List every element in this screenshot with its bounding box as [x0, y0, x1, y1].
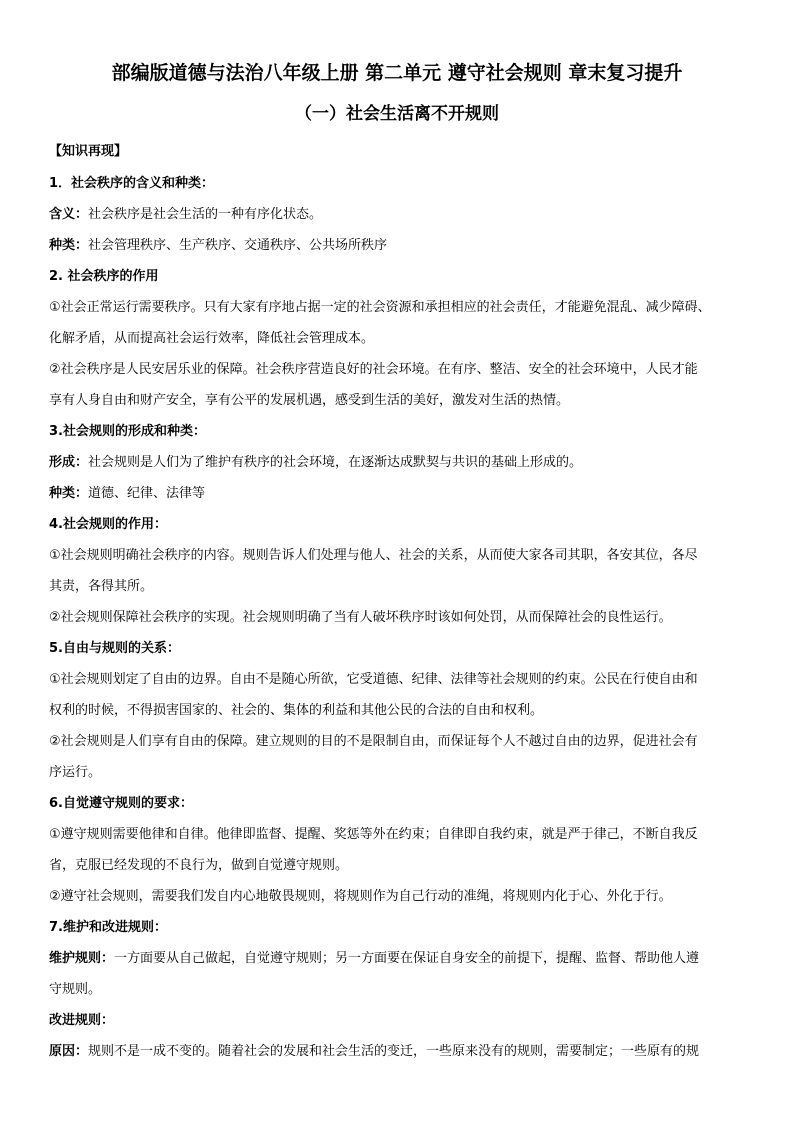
maintain-text: 一方面要从自己做起，自觉遵守规则；另一方面要在保证自身安全的前提下，提醒、监督、帮助他人遵 [114, 951, 700, 966]
paragraph-definition [49, 203, 749, 222]
kinds-text: 社会管理秩序、生产秩序、交通秩序、公共场所秩序 [88, 238, 388, 253]
paragraph-kinds [49, 234, 749, 253]
paragraph-5a-line-2: 权利的时候，不得损害国家的、社会的、集体的利益和其他公民的合法的自由和权利。 [49, 703, 544, 718]
paragraph-4b-line-1: ②社会规则保障社会秩序的实现。社会规则明确了当有人破坏秩序时该如何处罚，从而保障社会的良性运行。 [49, 610, 672, 625]
paragraph-maintain-line-2: 守规则。 [49, 982, 102, 997]
definition-text: 社会秩序是社会生活的一种有序化状态。 [88, 207, 323, 222]
paragraph-6a-line-2: 省，克服已经发现的不良行为，做到自觉遵守规则。 [49, 858, 349, 873]
paragraph-2a-line-1: ①社会正常运行需要秩序。只有大家有序地占据一定的社会资源和承担相应的社会责任，才能避免混乱、减少障碍、 [49, 300, 711, 315]
paragraph-4a-line-2: 其责，各得其所。 [49, 579, 154, 594]
page-title: 部编版道德与法治八年级上册 第二单元 遵守社会规则 章末复习提升 [111, 62, 683, 84]
paragraph-4a-line-1: ①社会规则明确社会秩序的内容。规则告诉人们处理与他人、社会的关系，从而使大家各司其职，各安其位，各尽 [49, 548, 698, 563]
kinds-2-text: 道德、纪律、法律等 [88, 486, 206, 501]
paragraph-2b-line-1: ②社会秩序是人民安居乐业的保障。社会秩序营造良好的社会环境。在有序、整洁、安全的社会环境中，人民才能 [49, 362, 698, 377]
reason-label: 原因： [49, 1044, 89, 1059]
heading-4: 4.社会规则的作用： [49, 517, 167, 532]
page-subtitle: （一）社会生活离不开规则 [295, 104, 499, 124]
heading-1: 1．社会秩序的含义和种类： [49, 176, 215, 191]
section-heading: 【知识再现】 [49, 144, 128, 159]
paragraph-5b-line-2: 序运行。 [49, 765, 102, 780]
heading-6: 6.自觉遵守规则的要求： [49, 796, 193, 811]
maintain-label: 维护规则： [49, 951, 115, 966]
paragraph-maintain-line-1 [49, 947, 749, 966]
heading-2: 2. 社会秩序的作用 [49, 269, 159, 284]
heading-5: 5.自由与规则的关系： [49, 641, 180, 656]
formation-text: 社会规则是人们为了维护有秩序的社会环境，在逐渐达成默契与共识的基础上形成的。 [88, 455, 583, 470]
paragraph-5b-line-1: ②社会规则是人们享有自由的保障。建立规则的目的不是限制自由，而保证每个人不越过自由的边界，促进社会有 [49, 734, 698, 749]
paragraph-formation [49, 451, 749, 470]
paragraph-2b-line-2: 享有人身自由和财产安全，享有公平的发展机遇，感受到生活的美好，激发对生活的热情。 [49, 393, 570, 408]
reason-text: 规则不是一成不变的。随着社会的发展和社会生活的变迁，一些原来没有的规则，需要制定；一些原有的规 [88, 1044, 700, 1059]
kinds-label: 种类： [49, 238, 89, 253]
paragraph-reason [49, 1040, 749, 1059]
paragraph-2a-line-2: 化解矛盾，从而提高社会运行效率，降低社会管理成本。 [49, 331, 375, 346]
definition-label: 含义： [49, 207, 89, 222]
paragraph-kinds-2 [49, 482, 749, 501]
paragraph-5a-line-1: ①社会规则划定了自由的边界。自由不是随心所欲，它受道德、纪律、法律等社会规则的约束。公民在行使自由和 [49, 672, 698, 687]
formation-label: 形成： [49, 455, 89, 470]
improve-label: 改进规则： [49, 1013, 115, 1028]
paragraph-6b-line-1: ②遵守社会规则，需要我们发自内心地敬畏规则，将规则作为自己行动的准绳，将规则内化于心、外化于行。 [49, 889, 672, 904]
heading-7: 7.维护和改进规则： [49, 920, 167, 935]
paragraph-6a-line-1: ①遵守规则需要他律和自律。他律即监督、提醒、奖惩等外在约束；自律即自我约束，就是严于律己，不断自我反 [49, 827, 698, 842]
heading-3: 3.社会规则的形成和种类： [49, 424, 206, 439]
kinds-2-label: 种类： [49, 486, 89, 501]
